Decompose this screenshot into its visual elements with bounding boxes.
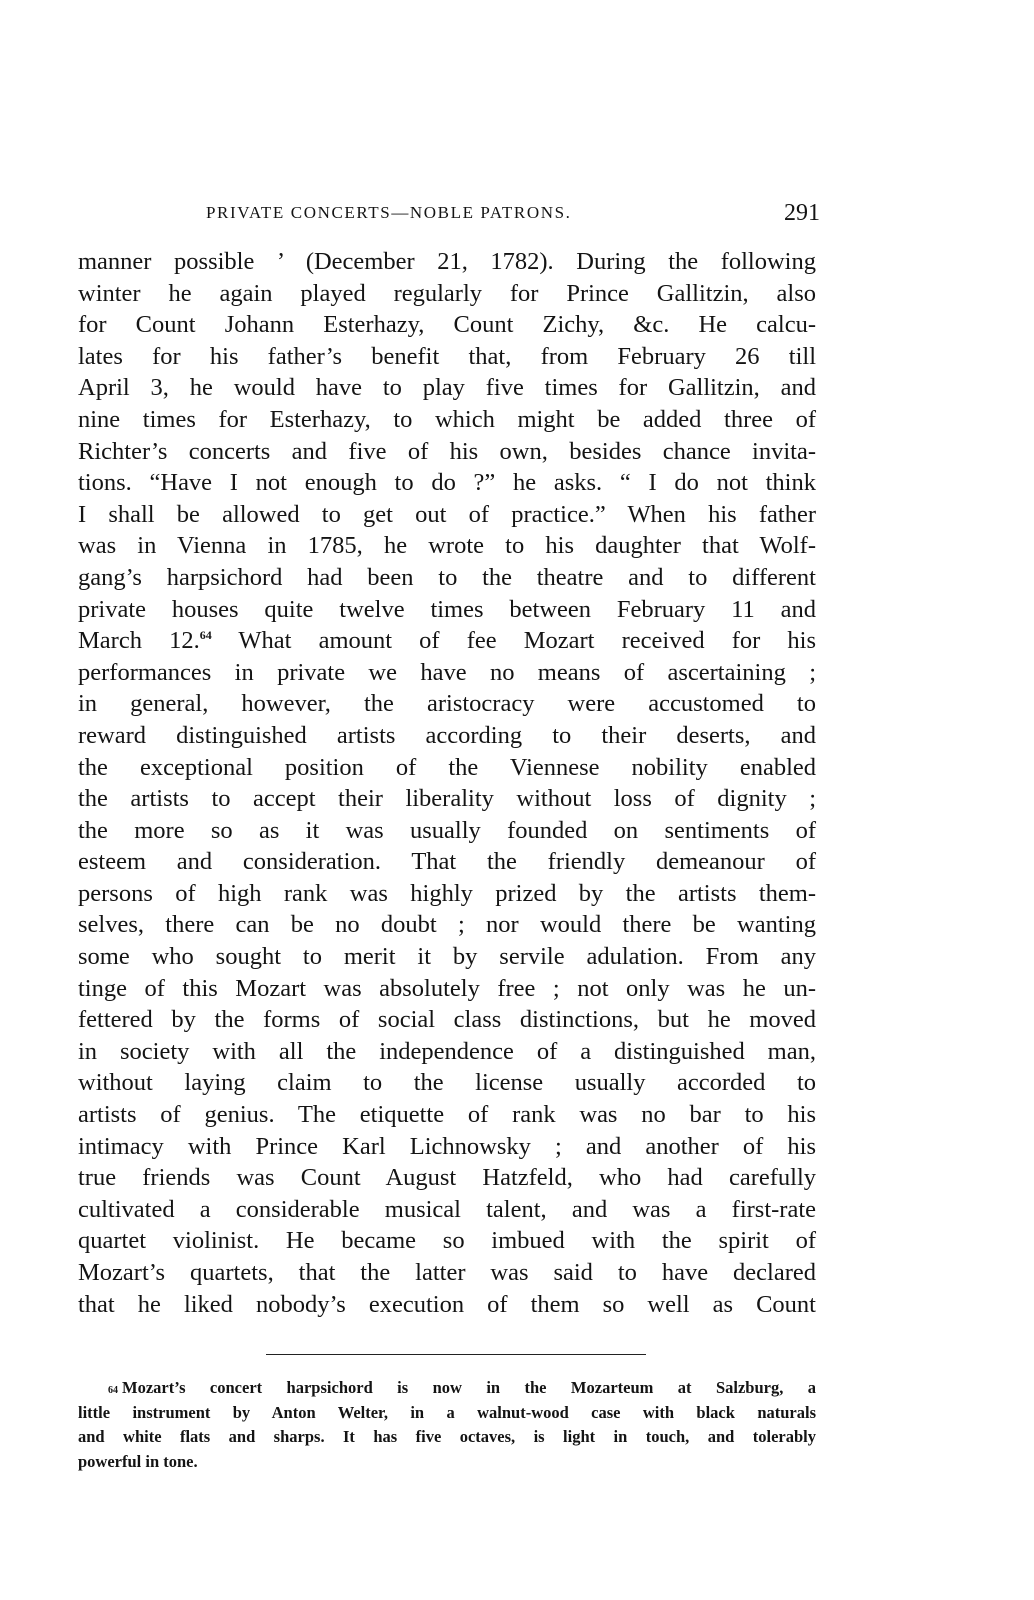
text-line: intimacy with Prince Karl Lichnowsky ; and another of his xyxy=(78,1132,816,1160)
text-line: nine times for Esterhazy, to which might be added three of xyxy=(78,405,816,433)
text-line-with-footnote-ref xyxy=(78,625,816,657)
text-line: persons of high rank was highly prized by the artists them- xyxy=(78,879,816,907)
footnote-divider xyxy=(266,1354,646,1355)
text-line: artists of genius. The etiquette of rank was no bar to his xyxy=(78,1101,816,1129)
running-title: PRIVATE CONCERTS—NOBLE PATRONS. xyxy=(206,203,572,222)
text-line: esteem and consideration. That the friendly demeanour of xyxy=(78,848,816,876)
text-line: Mozart’s quartets, that the latter was said to have declared xyxy=(78,1259,816,1286)
text-line: the more so as it was usually founded on sentiments of xyxy=(78,816,816,844)
footnote-line xyxy=(78,1376,816,1401)
text-line: tions. “Have I not enough to do ?” he asks. “ I do not think xyxy=(78,469,816,497)
text-line: manner possible ’ (December 21, 1782). During the following xyxy=(78,248,816,275)
line-rest: What amount of fee Mozart received for his xyxy=(211,627,816,655)
text-line: without laying claim to the license usually accorded to xyxy=(78,1069,816,1097)
text-line: in general, however, the aristocracy were accustomed to xyxy=(78,690,816,718)
footnote xyxy=(78,1376,816,1474)
text-line: tinge of this Mozart was absolutely free ; not only was he un- xyxy=(78,974,816,1002)
text-line: quartet violinist. He became so imbued with the spirit of xyxy=(78,1227,816,1255)
text-line: performances in private we have no means of ascertaining ; xyxy=(78,658,816,686)
footnote-reference: 64 xyxy=(199,628,212,643)
text-line: for Count Johann Esterhazy, Count Zichy, &c. He calcu- xyxy=(78,311,816,339)
page-number: 291 xyxy=(784,200,820,226)
text-line: the exceptional position of the Viennese nobility enabled xyxy=(78,753,816,781)
footnote-line-text: Mozart’s concert harpsichord is now in the Mozarteum at Salzburg, a xyxy=(122,1378,816,1397)
text-line: reward distinguished artists according to their deserts, and xyxy=(78,721,816,749)
text-line: was in Vienna in 1785, he wrote to his daughter that Wolf- xyxy=(78,532,816,560)
footnote-line: and white flats and sharps. It has five octaves, is light in touch, and tolerably xyxy=(78,1427,816,1446)
body-paragraph xyxy=(78,246,816,1320)
text-line: gang’s harpsichord had been to the theatre and to different xyxy=(78,563,816,591)
text-line: Richter’s concerts and five of his own, besides chance invita- xyxy=(78,437,816,465)
text-line: winter he again played regularly for Prince Gallitzin, also xyxy=(78,279,816,307)
running-head xyxy=(78,198,820,228)
footnote-line: little instrument by Anton Welter, in a walnut-wood case with black naturals xyxy=(78,1402,816,1422)
text-line: lates for his father’s benefit that, from February 26 till xyxy=(78,342,816,370)
text-line: private houses quite twelve times between February 11 and xyxy=(78,595,816,623)
text-line: true friends was Count August Hatzfeld, who had carefully xyxy=(78,1164,816,1192)
text-line: that he liked nobody’s execution of them so well as Count xyxy=(78,1290,816,1318)
text-line: some who sought to merit it by servile adulation. From any xyxy=(78,943,816,971)
text-line: I shall be allowed to get out of practice.” When his father xyxy=(78,500,816,528)
text-line: April 3, he would have to play five times for Gallitzin, and xyxy=(78,374,816,402)
text-line: selves, there can be no doubt ; nor would there be wanting xyxy=(78,911,816,939)
text-line: the artists to accept their liberality without loss of dignity ; xyxy=(78,785,816,813)
footnote-line: powerful in tone. xyxy=(78,1451,198,1471)
line-start: March 12. xyxy=(78,627,200,655)
text-line: fettered by the forms of social class distinctions, but he moved xyxy=(78,1006,816,1034)
footnote-marker: 64 xyxy=(108,1385,118,1396)
text-line: in society with all the independence of a distinguished man, xyxy=(78,1037,816,1065)
text-line: cultivated a considerable musical talent, and was a first-rate xyxy=(78,1195,816,1223)
